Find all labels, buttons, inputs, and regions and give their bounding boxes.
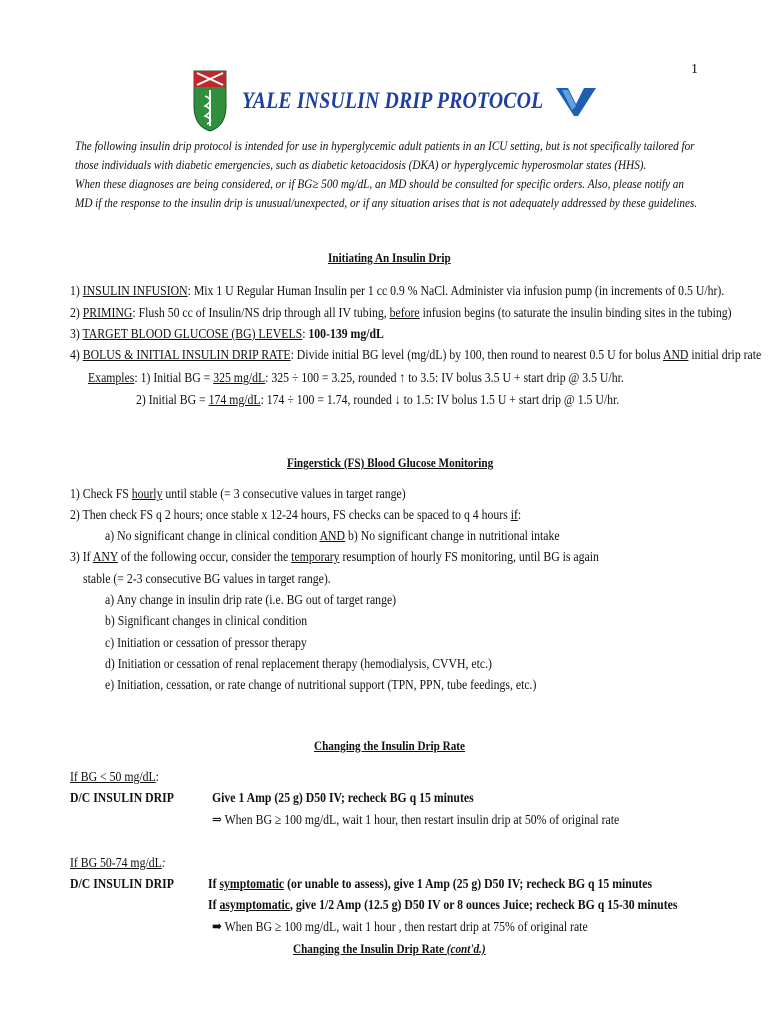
instruction-label: INSULIN INFUSION [82,284,188,299]
instruction-text: : Mix 1 U Regular Human Insulin per 1 cc 0.9 % NaCl. Administer via infusion pump (in increments of 0.5 U/hr). [187,284,725,299]
list-number: 1) [70,284,83,299]
instruction-text: : [302,327,309,342]
treatment-instruction [208,898,677,914]
condition-colon: : [161,856,166,871]
list-number: 2) [70,306,83,321]
dc-insulin-drip-label: D/C INSULIN DRIP [70,877,174,892]
treatment-instruction [212,791,474,807]
monitoring-text: a) No significant change in clinical condition [105,529,320,544]
example-text: : 325 ÷ 100 = 3.25, rounded ↑ to 3.5: IV bolus 3.5 U + start drip @ 3.5 U/hr. [265,371,624,386]
target-bg-value: 100-139 mg/dL [308,327,384,342]
example-text: 2) Initial BG = [136,393,209,408]
condition-bg-lt-50 [70,770,159,786]
monitoring-text: 2) Then check FS q 2 hours; once stable x 12-24 hours, FS checks can be spaced to q 4 hours [70,508,511,523]
example-text: : 1) Initial BG = [134,371,214,386]
intro-line: MD if the response to the insulin drip is unusual/unexpected, or if any situation arises that is not adequately addressed by these guidelines. [75,195,698,210]
monitoring-line [105,529,560,545]
instruction-label: BOLUS & INITIAL INSULIN DRIP RATE [82,348,291,363]
yale-medical-shield-icon [193,70,227,132]
list-number: 4) [70,348,83,363]
emphasis-text: AND [319,529,346,544]
instruction-text: : Divide initial BG level (mg/dL) by 100, then round to nearest 0.5 U for bolus [290,348,663,363]
list-item: d) Initiation or cessation of renal replacement therapy (hemodialysis, CVVH, etc.) [105,657,492,672]
intro-line: The following insulin drip protocol is intended for use in hyperglycemic adult patients in an ICU setting, but is not specifically tailored for [75,138,695,153]
page-title: YALE INSULIN DRIP PROTOCOL [242,88,544,113]
list-item: e) Initiation, cessation, or rate change of nutritional support (TPN, PPN, tube feedings, etc.) [105,678,537,693]
emphasis-text: temporary [291,550,340,565]
monitoring-line [70,487,406,503]
examples-label: Examples [88,371,135,386]
example-line [136,393,619,409]
intro-line: When these diagnoses are being considered, or if BG≥ 500 mg/dL, an MD should be consulted for specific orders. Also, please notify an [75,176,684,191]
instruction-text: : Flush 50 cc of Insulin/NS drip through all IV tubing, [132,306,390,321]
treatment-text: ; recheck BG q 15 minutes [519,877,653,892]
treatment-text: If [208,898,220,913]
heading-text: Changing the Insulin Drip Rate [293,941,444,956]
monitoring-text: of the following occur, consider the [117,550,292,565]
instruction-label: TARGET BLOOD GLUCOSE (BG) LEVELS [82,327,303,342]
example-text: : 174 ÷ 100 = 1.74, rounded ↓ to 1.5: IV bolus 1.5 U + start drip @ 1.5 U/hr. [260,393,620,408]
intro-line: those individuals with diabetic emergencies, such as diabetic ketoacidosis (DKA) or hyperglycemic hyperosmolar states (HHS). [75,157,647,172]
treatment-text: , give 1/2 Amp (12.5 g) D50 IV or 8 ounces Juice; recheck BG q 15-30 minutes [290,898,678,913]
instruction-text: initial drip rate [688,348,762,363]
monitoring-line [70,550,599,566]
instruction-label: PRIMING [82,306,133,321]
yale-v-logo-icon [556,86,596,118]
emphasis-text: symptomatic [219,877,285,892]
emphasis-text: hourly [131,487,163,502]
condition-label: If BG 50-74 mg/dL [70,856,162,871]
monitoring-text: until stable (= 3 consecutive values in target range) [162,487,406,502]
instruction-target-bg [70,327,384,343]
example-bg: 325 mg/dL [213,371,266,386]
condition-label: If BG < 50 mg/dL [70,770,156,785]
instruction-insulin-infusion [70,284,724,300]
restart-instruction: ➡ When BG ≥ 100 mg/dL, wait 1 hour , then restart drip at 75% of original rate [212,920,588,935]
monitoring-text: b) No significant change in nutritional intake [345,529,560,544]
instruction-bolus [70,348,761,364]
treatment-text: If [208,877,220,892]
page-number: 1 [691,62,698,77]
restart-instruction: ⇒ When BG ≥ 100 mg/dL, wait 1 hour, then restart insulin drip at 50% of original rate [212,813,620,828]
monitoring-text: 1) Check FS [70,487,132,502]
section-heading-monitoring: Fingerstick (FS) Blood Glucose Monitoring [287,455,494,470]
treatment-text: ; recheck BG q 15 minutes [340,791,474,806]
emphasis-text: asymptomatic [219,898,291,913]
example-bg: 174 mg/dL [208,393,261,408]
dc-insulin-drip-label: D/C INSULIN DRIP [70,791,174,806]
monitoring-line [70,508,521,524]
list-number: 3) [70,327,83,342]
treatment-instruction [208,877,652,893]
example-line [88,371,624,387]
emphasis-text: before [389,306,420,321]
list-item: a) Any change in insulin drip rate (i.e. BG out of target range) [105,593,397,608]
emphasis-text: if [510,508,518,523]
monitoring-text: : [517,508,522,523]
heading-suffix: (cont'd.) [443,941,486,956]
condition-bg-50-74 [70,856,166,872]
emphasis-text: ANY [92,550,118,565]
monitoring-text: 3) If [70,550,93,565]
treatment-text: Give 1 Amp (25 g) D50 IV [212,791,341,806]
emphasis-text: AND [662,348,689,363]
section-heading-changing: Changing the Insulin Drip Rate [314,738,465,753]
treatment-text: (or unable to assess), give 1 Amp (25 g) D50 IV [284,877,520,892]
list-item: b) Significant changes in clinical condition [105,614,308,629]
condition-colon: : [155,770,159,785]
instruction-text: infusion begins (to saturate the insulin binding sites in the tubing) [419,306,732,321]
section-heading-changing-contd [293,941,486,957]
monitoring-text: resumption of hourly FS monitoring, until BG is again [339,550,599,565]
section-heading-initiating: Initiating An Insulin Drip [328,250,451,265]
list-item: c) Initiation or cessation of pressor therapy [105,636,307,651]
monitoring-line: stable (= 2-3 consecutive BG values in target range). [83,572,331,587]
instruction-priming [70,306,732,322]
